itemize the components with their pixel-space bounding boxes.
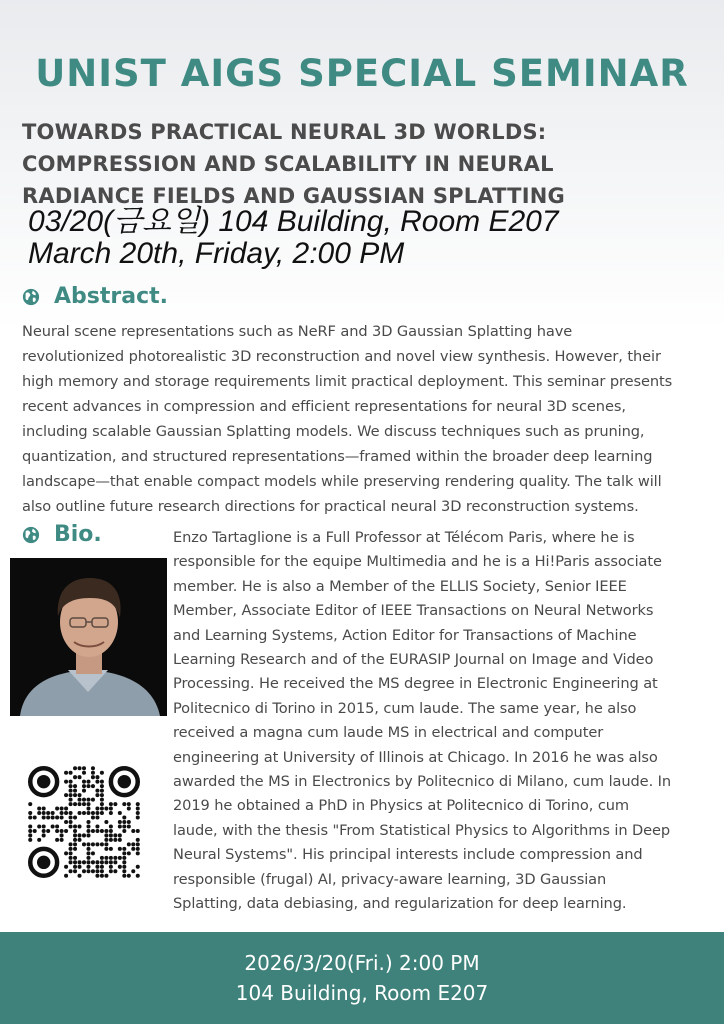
bio-heading-label: Bio. (54, 522, 102, 547)
bio-line: engineering at University of Illinois at Chicago. In 2016 he was also (173, 748, 658, 766)
footer-location: 104 Building, Room E207 (235, 981, 489, 1005)
speaker-photo (10, 558, 167, 716)
seminar-title: UNIST AIGS SPECIAL SEMINAR (35, 52, 689, 95)
footer-banner (0, 932, 724, 1024)
qr-code-image (22, 760, 146, 884)
date-location-line: 03/20(금요일) 104 Building, Room E207 (28, 205, 559, 238)
bio-line: Splatting, data debiasing, and regularization for deep learning. (173, 895, 627, 913)
bio-line: Politecnico di Torino in 2015, cum laude. The same year, he also (173, 699, 637, 717)
bio-body (173, 526, 718, 917)
bio-line: laude, with the thesis "From Statistical Physics to Algorithms in Deep (173, 821, 671, 839)
bio-line: member. He is also a Member of the ELLIS Society, Senior IEEE (173, 577, 627, 595)
bio-line: Member, Associate Editor of IEEE Transactions on Neural Networks (173, 602, 654, 620)
bio-line: awarded the MS in Electronics by Politecnico di Milano, cum laude. In (173, 773, 671, 791)
bio-line: 2019 he obtained a PhD in Physics at Politecnico di Torino, cum (173, 797, 630, 815)
bio-line: and Learning Systems, Action Editor for Transactions of Machine (173, 626, 637, 644)
abstract-line: also outline future research directions for practical neural 3D reconstruction systems. (22, 498, 639, 515)
abstract-line: recent advances in compression and efficient representations for neural 3D scenes, (22, 398, 626, 415)
footer-datetime: 2026/3/20(Fri.) 2:00 PM (244, 951, 480, 975)
globe-icon (22, 526, 40, 544)
bio-line: received a magna cum laude MS in electrical and computer (173, 724, 604, 742)
abstract-line: Neural scene representations such as NeRF and 3D Gaussian Splatting have (22, 323, 573, 340)
talk-title (22, 116, 712, 212)
bio-line: Learning Research and of the EURASIP Journal on Image and Video (173, 651, 654, 669)
bio-line: Enzo Tartaglione is a Full Professor at Télécom Paris, where he is (173, 529, 635, 546)
abstract-heading (22, 284, 168, 309)
abstract-line: landscape—that enable compact models while preserving rendering quality. The talk will (22, 473, 662, 490)
bio-line: responsible (frugal) AI, privacy-aware learning, 3D Gaussian (173, 870, 607, 888)
bio-heading (22, 522, 102, 547)
globe-icon (22, 288, 40, 306)
talk-title-line: RADIANCE FIELDS AND GAUSSIAN SPLATTING (22, 184, 565, 208)
abstract-heading-label: Abstract. (54, 284, 168, 309)
bio-line: Processing. He received the MS degree in Electronic Engineering at (173, 675, 658, 693)
bio-line: Neural Systems". His principal interests include compression and (173, 846, 643, 864)
abstract-line: revolutionized photorealistic 3D reconstruction and novel view synthesis. However, their (22, 348, 661, 365)
talk-title-line: TOWARDS PRACTICAL NEURAL 3D WORLDS: (22, 120, 547, 144)
abstract-body (22, 319, 712, 519)
abstract-line: high memory and storage requirements limit practical deployment. This seminar presents (22, 373, 673, 390)
abstract-line: including scalable Gaussian Splatting models. We discuss techniques such as pruning, (22, 423, 645, 440)
qr-code (22, 760, 146, 884)
date-location (28, 206, 559, 270)
date-location-line: March 20th, Friday, 2:00 PM (28, 237, 405, 270)
talk-title-line: COMPRESSION AND SCALABILITY IN NEURAL (22, 152, 554, 176)
bio-line: responsible for the equipe Multimedia and he is a Hi!Paris associate (173, 553, 662, 571)
abstract-line: quantization, and structured representations—framed within the broader deep learning (22, 448, 653, 465)
speaker-portrait-illustration (10, 558, 167, 716)
